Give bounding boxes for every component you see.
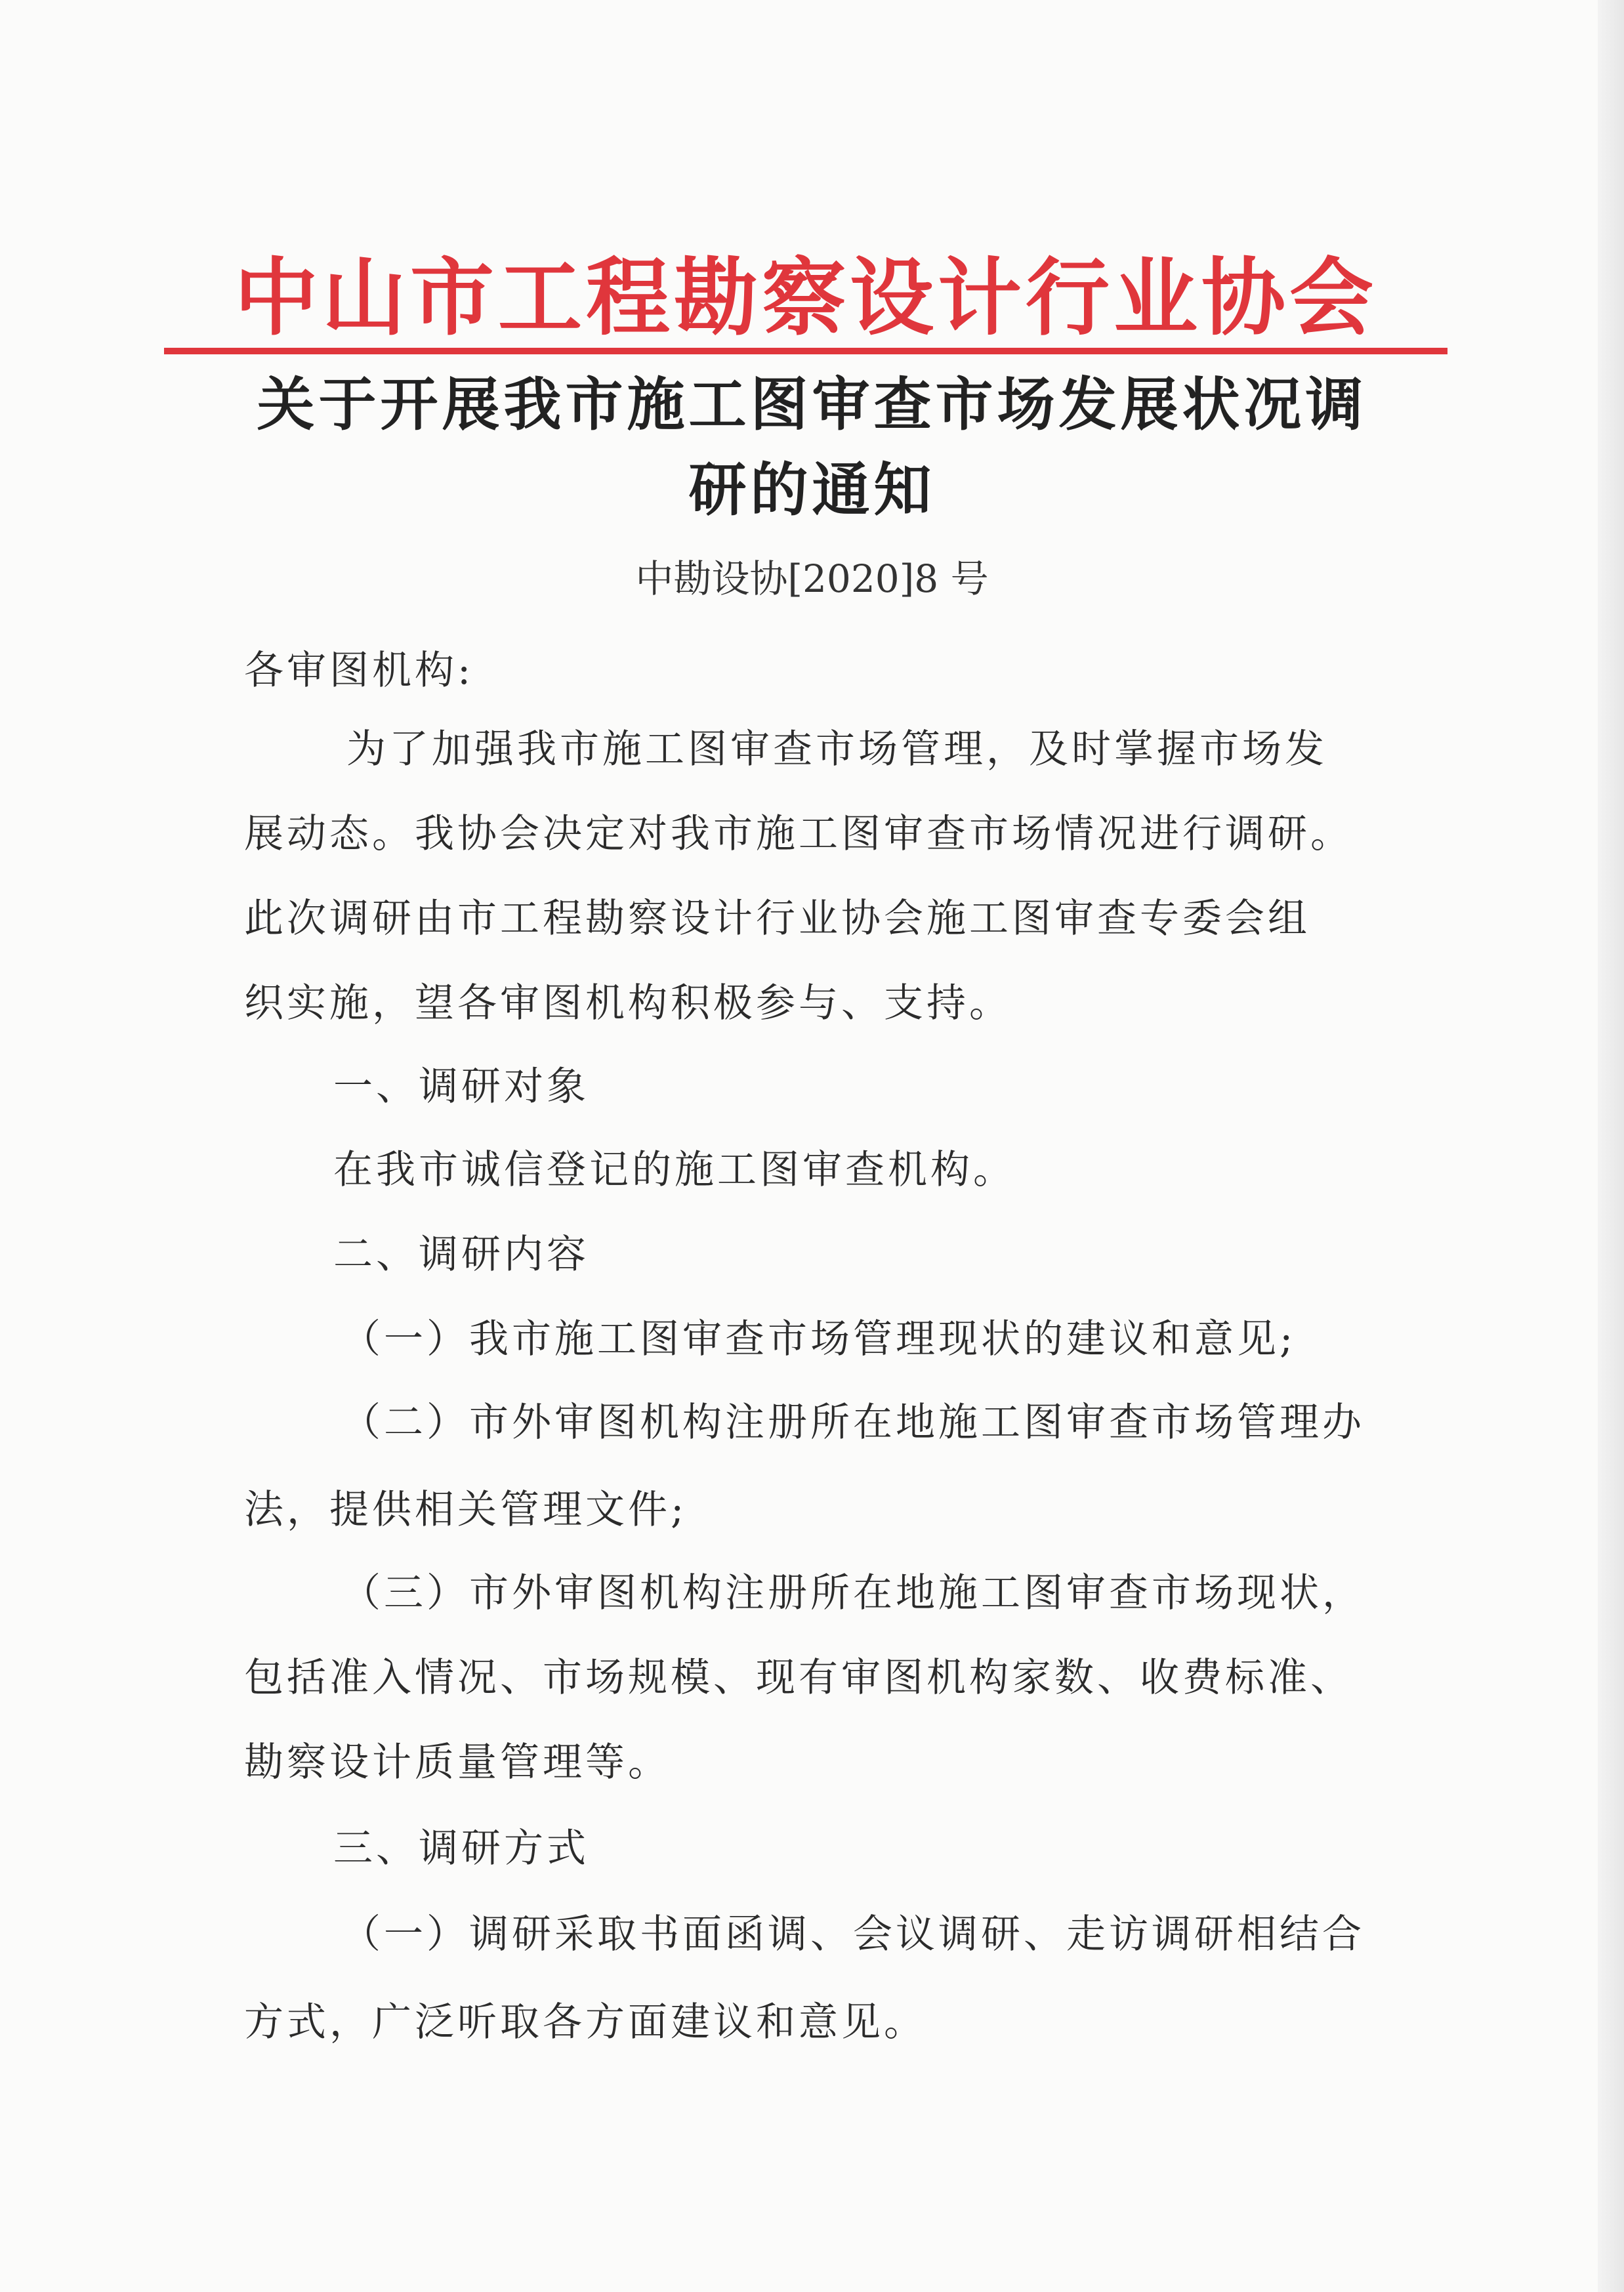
document-title-line1: 关于开展我市施工图审查市场发展状况调 [257, 371, 1367, 438]
paragraph-line: 此次调研由市工程勘察设计行业协会施工图审查专委会组 [244, 896, 1310, 942]
section-heading: 一、调研对象 [333, 1064, 589, 1110]
document-number: 中勘设协[2020]8 号 [635, 556, 989, 601]
list-item: （一）调研采取书面函调、会议调研、走访调研相结合 [341, 1911, 1365, 1957]
paragraph-line: 包括准入情况、市场规模、现有审图机构家数、收费标准、 [244, 1655, 1353, 1701]
paragraph-line: 在我市诚信登记的施工图审查机构。 [333, 1147, 1016, 1193]
section-heading: 二、调研内容 [333, 1232, 589, 1278]
paragraph-line: 为了加强我市施工图审查市场管理，及时掌握市场发 [346, 726, 1327, 772]
organization-header: 中山市工程勘察设计行业协会 [234, 249, 1377, 347]
list-item: （三）市外审图机构注册所在地施工图审查市场现状， [341, 1570, 1365, 1616]
salutation: 各审图机构: [244, 648, 474, 694]
list-item: （一）我市施工图审查市场管理现状的建议和意见; [341, 1316, 1297, 1362]
paragraph-line: 展动态。我协会决定对我市施工图审查市场情况进行调研。 [244, 811, 1353, 857]
paragraph-line: 织实施，望各审图机构积极参与、支持。 [244, 980, 1012, 1026]
paragraph-line: 勘察设计质量管理等。 [244, 1740, 671, 1785]
document-title-line2: 研的通知 [688, 456, 936, 524]
scan-edge-shadow [1598, 0, 1624, 2292]
paragraph-line: 法，提供相关管理文件; [244, 1487, 688, 1533]
list-item: （二）市外审图机构注册所在地施工图审查市场管理办 [341, 1400, 1365, 1446]
header-divider [164, 348, 1447, 354]
paragraph-line: 方式，广泛听取各方面建议和意见。 [244, 1999, 927, 2045]
section-heading: 三、调研方式 [333, 1825, 589, 1871]
